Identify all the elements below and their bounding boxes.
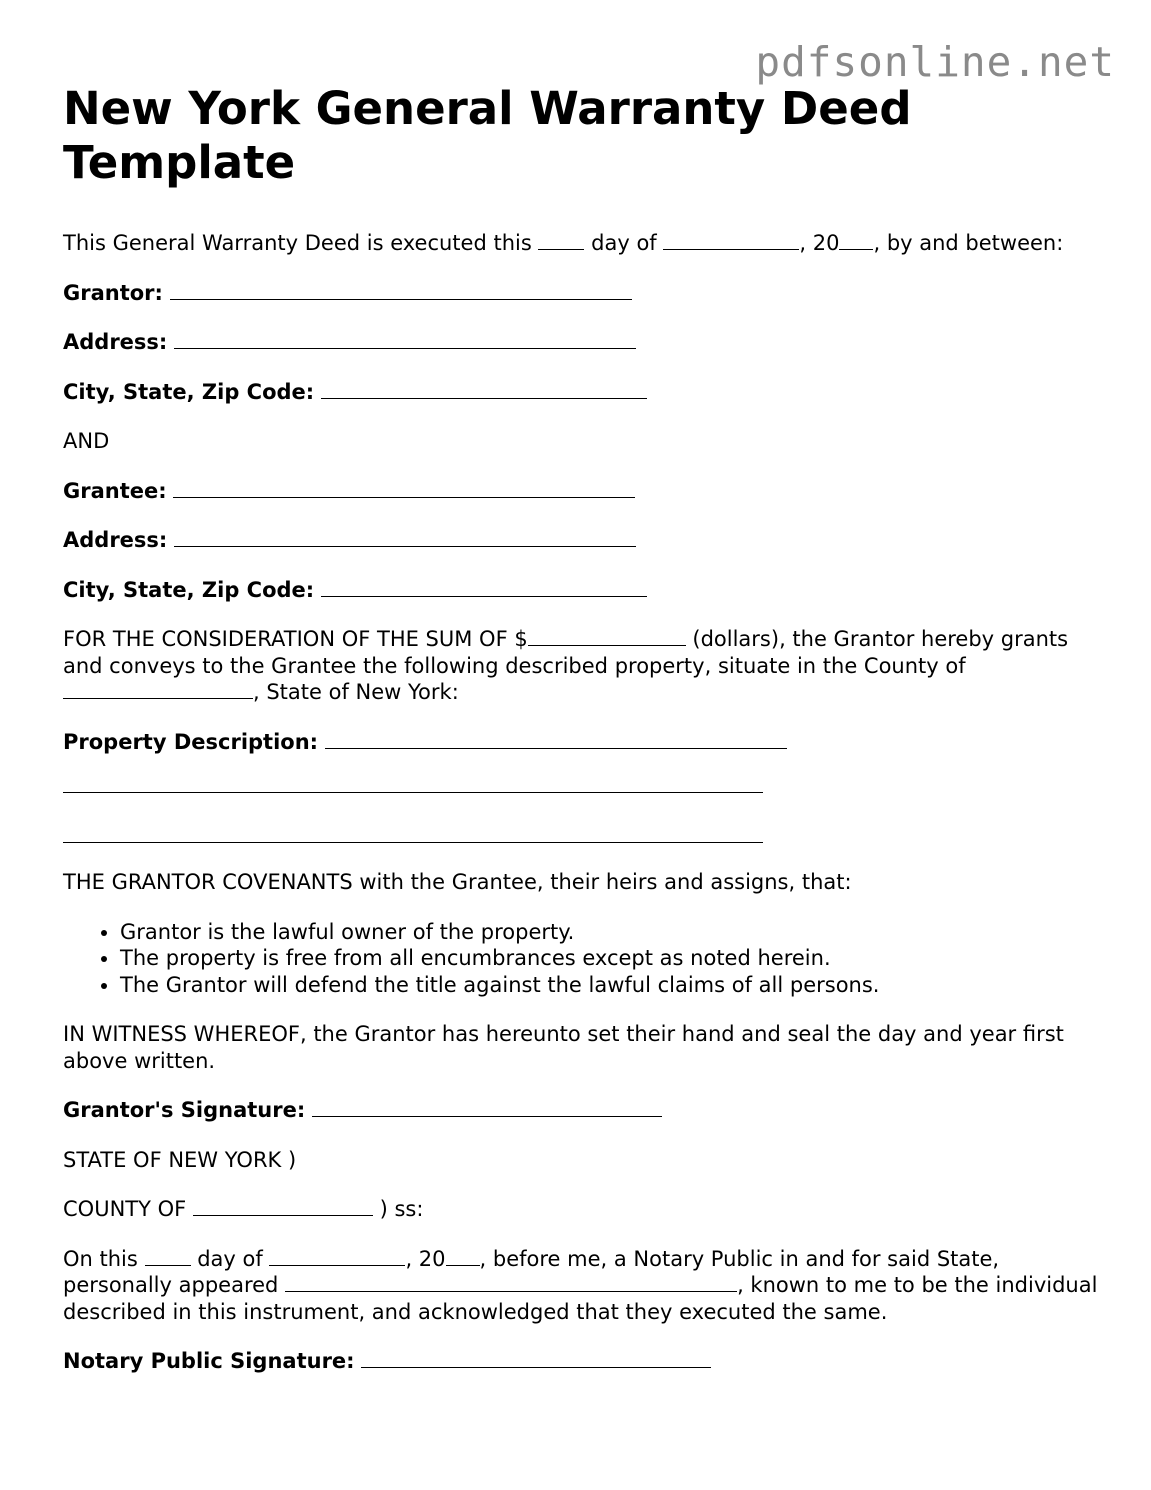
consideration-text-1: FOR THE CONSIDERATION OF THE SUM OF $	[63, 627, 528, 651]
consideration-text-2: (dollars), the Grantor hereby grants and conveys to the Grantee the following described property, situate in the County of	[63, 627, 1069, 678]
grantor-address-field	[63, 329, 1103, 356]
grantee-address-label: Address:	[63, 528, 168, 552]
month-blank[interactable]	[663, 231, 799, 250]
covenants-list	[63, 919, 1103, 999]
notary-text-3: , 20	[405, 1246, 446, 1271]
consideration-paragraph	[63, 626, 1103, 706]
property-description-line-2[interactable]	[63, 769, 763, 793]
county-line	[63, 1196, 1103, 1223]
notary-day-blank[interactable]	[145, 1247, 191, 1266]
grantor-city-label: City, State, Zip Code:	[63, 379, 315, 404]
watermark: pdfsonline.net	[755, 38, 1115, 86]
notary-text-4: , before me, a Notary Public in and for said State, personally appeared	[63, 1246, 1000, 1297]
grantee-city-blank[interactable]	[321, 578, 647, 597]
covenant-item: • The property is free from all encumbrances except as noted herein.	[120, 945, 1103, 972]
property-description-label: Property Description:	[63, 729, 319, 754]
county-text-2: ) ss:	[379, 1197, 424, 1221]
intro-paragraph	[63, 230, 1103, 257]
grantor-city-blank[interactable]	[321, 380, 647, 399]
property-description-field	[63, 729, 1103, 756]
document-title: New York General Warranty Deed Template	[63, 82, 912, 189]
grantor-signature-field	[63, 1097, 1103, 1124]
grantor-name-label: Grantor:	[63, 280, 163, 305]
appeared-name-blank[interactable]	[285, 1273, 737, 1292]
grantee-city-field	[63, 577, 1103, 604]
notary-year-blank[interactable]	[446, 1247, 480, 1266]
covenant-item: • Grantor is the lawful owner of the property.	[120, 919, 1103, 946]
property-description-blank[interactable]	[325, 730, 787, 749]
notary-signature-label: Notary Public Signature:	[63, 1349, 355, 1373]
grantor-name-blank[interactable]	[170, 281, 632, 300]
grantee-name-label: Grantee:	[63, 478, 167, 503]
grantee-city-label: City, State, Zip Code:	[63, 577, 315, 602]
grantor-signature-blank[interactable]	[312, 1098, 662, 1117]
notary-paragraph	[63, 1246, 1103, 1326]
county-blank[interactable]	[63, 680, 253, 699]
intro-text-1: This General Warranty Deed is executed this	[63, 231, 532, 255]
notary-text-5: , known to me to be the individual described in this instrument, and acknowledged that they executed the same.	[63, 1273, 1098, 1324]
notary-county-blank[interactable]	[193, 1197, 373, 1216]
year-blank[interactable]	[839, 231, 873, 250]
notary-signature-blank[interactable]	[361, 1349, 711, 1368]
grantor-name-field	[63, 280, 1103, 307]
witness-paragraph: IN WITNESS WHEREOF, the Grantor has hereunto set their hand and seal the day and year first above written.	[63, 1022, 1064, 1073]
document-page	[63, 82, 1103, 1398]
grantee-name-field	[63, 478, 1103, 505]
consideration-text-3: , State of New York:	[253, 680, 459, 704]
county-text-1: COUNTY OF	[63, 1197, 187, 1221]
grantor-address-blank[interactable]	[174, 330, 636, 349]
grantor-city-field	[63, 379, 1103, 406]
notary-month-blank[interactable]	[269, 1247, 405, 1266]
covenants-intro: THE GRANTOR COVENANTS with the Grantee, their heirs and assigns, that:	[63, 870, 852, 894]
intro-text-2: day of	[591, 231, 657, 255]
notary-text-1: On this	[63, 1246, 138, 1271]
grantor-address-label: Address:	[63, 330, 168, 354]
property-description-line-3[interactable]	[63, 819, 763, 843]
notary-text-2: day of	[197, 1246, 263, 1271]
amount-blank[interactable]	[528, 627, 686, 646]
grantee-address-field	[63, 527, 1103, 554]
covenant-item: • The Grantor will defend the title against the lawful claims of all persons.	[120, 972, 1103, 999]
grantee-address-blank[interactable]	[174, 528, 636, 547]
grantor-signature-label: Grantor's Signature:	[63, 1098, 306, 1122]
state-line: STATE OF NEW YORK )	[63, 1147, 297, 1172]
and-separator: AND	[63, 429, 110, 453]
day-blank[interactable]	[538, 231, 584, 250]
intro-text-4: , by and between:	[873, 231, 1064, 255]
grantee-name-blank[interactable]	[173, 479, 635, 498]
intro-text-3: , 20	[799, 231, 840, 255]
notary-signature-field	[63, 1348, 1103, 1375]
